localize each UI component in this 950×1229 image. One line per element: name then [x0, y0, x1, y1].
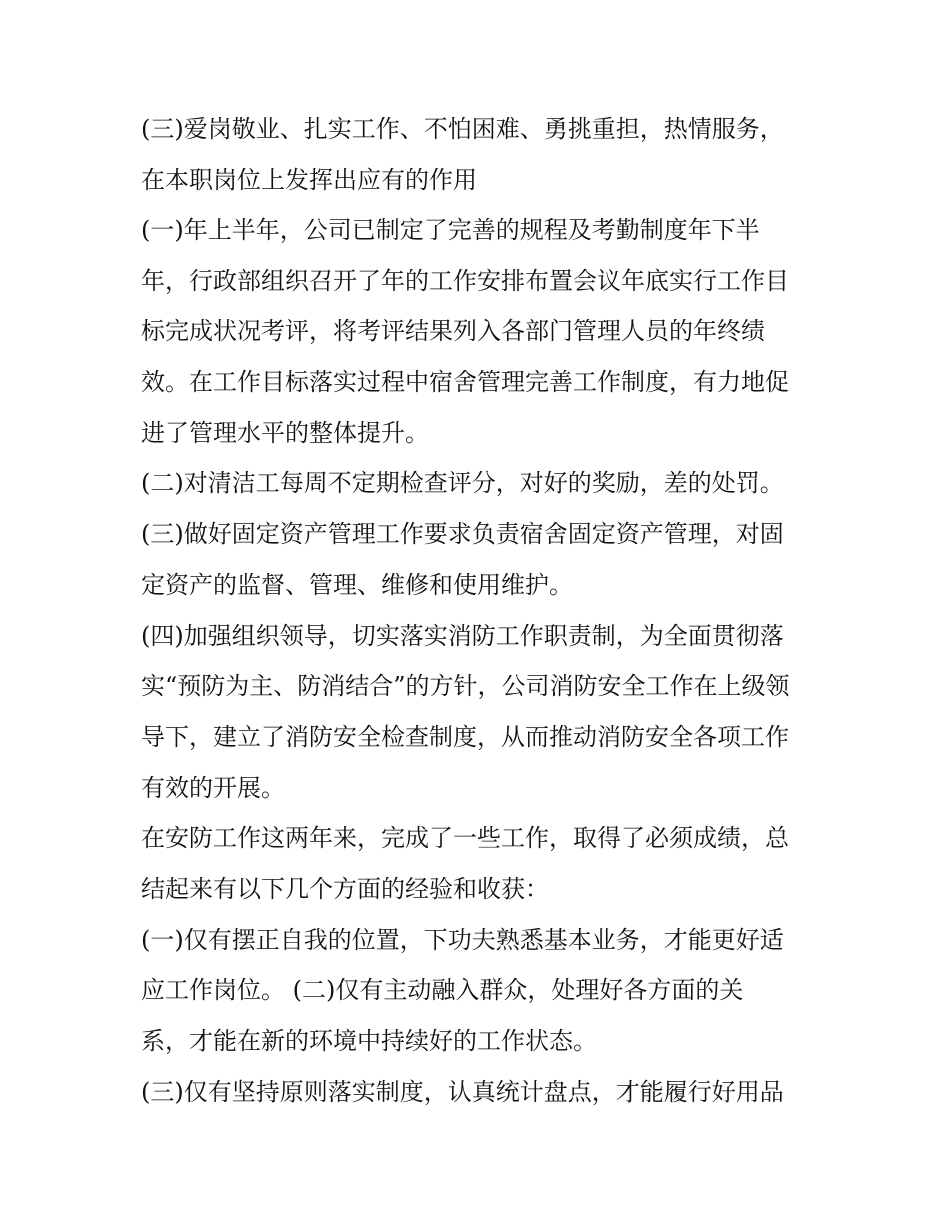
- text-line: 年，行政部组织召开了年的工作安排布置会议年底实行工作目: [141, 267, 789, 295]
- text-line: 导下，建立了消防安全检查制度，从而推动消防安全各项工作: [141, 723, 789, 751]
- text-line: 在安防工作这两年来，完成了一些工作，取得了必须成绩，总: [141, 824, 789, 852]
- text-line: (三)爱岗敬业、扎实工作、不怕困难、勇挑重担，热情服务，: [141, 115, 784, 143]
- text-line: 实“预防为主、防消结合”的方针，公司消防安全工作在上级领: [141, 672, 790, 700]
- text-line: 应工作岗位。 (二)仅有主动融入群众，处理好各方面的关: [141, 976, 744, 1004]
- text-line: 标完成状况考评，将考评结果列入各部门管理人员的年终绩: [141, 317, 765, 345]
- text-line: (二)对清洁工每周不定期检查评分，对好的奖励，差的处罚。: [141, 469, 784, 497]
- text-line: 系，才能在新的环境中持续好的工作状态。: [141, 1027, 597, 1055]
- text-line: (三)仅有坚持原则落实制度，认真统计盘点，才能履行好用品: [141, 1078, 784, 1106]
- text-line: (三)做好固定资产管理工作要求负责宿舍固定资产管理，对固: [141, 520, 784, 548]
- text-line: (一)仅有摆正自我的位置，下功夫熟悉基本业务，才能更好适: [141, 926, 784, 954]
- text-line: (一)年上半年，公司已制定了完善的规程及考勤制度年下半: [141, 216, 760, 244]
- text-line: 在本职岗位上发挥出应有的作用: [141, 166, 477, 194]
- text-line: (四)加强组织领导，切实落实消防工作职责制，为全面贯彻落: [141, 622, 784, 650]
- text-line: 定资产的监督、管理、维修和使用维护。: [141, 571, 573, 599]
- text-line: 有效的开展。: [141, 774, 285, 802]
- text-line: 效。在工作目标落实过程中宿舍管理完善工作制度，有力地促: [141, 368, 789, 396]
- text-line: 结起来有以下几个方面的经验和收获：: [141, 875, 549, 903]
- text-line: 进了管理水平的整体提升。: [141, 419, 429, 447]
